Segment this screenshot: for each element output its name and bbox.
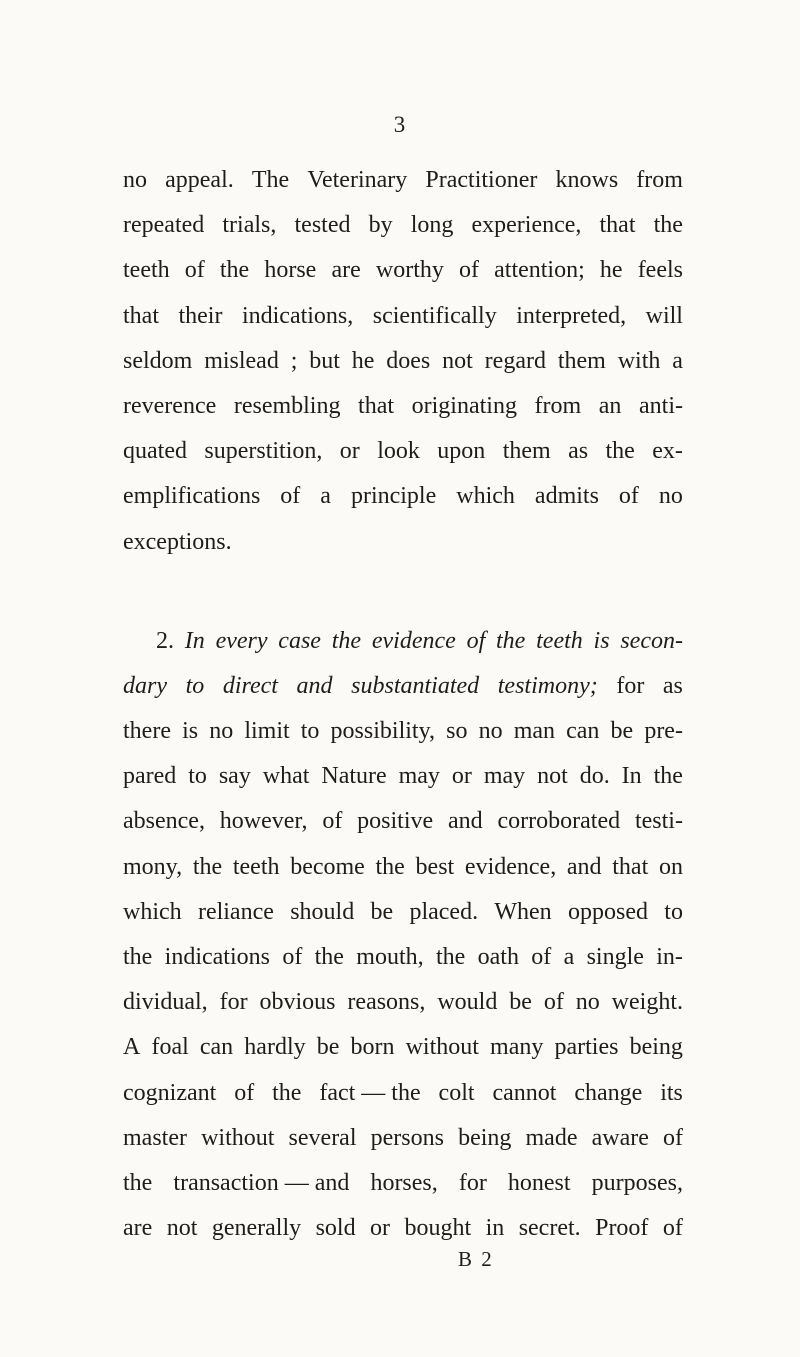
text-line [123, 799, 683, 844]
word: emplifications [123, 483, 261, 510]
word: feels [637, 257, 683, 284]
text-line [123, 845, 683, 890]
word: In [621, 763, 642, 790]
text-line [123, 158, 683, 203]
word: A [123, 1034, 141, 1061]
word: a [563, 944, 575, 970]
word: the [375, 853, 405, 880]
word: of [184, 257, 205, 284]
word: and [448, 808, 483, 835]
text-line [123, 1116, 683, 1161]
word: pared [123, 763, 177, 790]
word: positive [357, 808, 434, 835]
word: on [658, 853, 683, 880]
word: trials, [222, 212, 277, 239]
word: reliance [197, 898, 274, 925]
text-line [123, 1025, 683, 1070]
word: the [314, 944, 344, 970]
word: of [618, 483, 639, 510]
word: attention; [494, 257, 585, 284]
word: In [184, 627, 205, 654]
word: in- [656, 944, 683, 970]
page-number: 3 [393, 112, 407, 137]
word: mony, [123, 853, 183, 880]
word: no [575, 989, 600, 1016]
word: single [586, 944, 644, 970]
word: generally [211, 1215, 302, 1242]
word: no [658, 483, 683, 510]
word: would [437, 989, 498, 1016]
word: dary [123, 672, 167, 699]
word: to [300, 718, 320, 745]
word: an [598, 392, 622, 419]
word: are [331, 257, 361, 284]
word: are [123, 1215, 153, 1242]
word: being [458, 1124, 512, 1151]
word: be [316, 1034, 340, 1061]
word: interpreted, [516, 302, 627, 329]
word: purposes, [591, 1169, 683, 1196]
word: Veterinary [307, 167, 408, 193]
word: say [218, 763, 251, 790]
word: oath [477, 944, 519, 970]
word: that [123, 302, 159, 329]
word: bought [404, 1215, 472, 1242]
word: them [557, 347, 606, 374]
word: change [574, 1079, 643, 1106]
word: to [185, 672, 205, 699]
word: evidence, [464, 853, 557, 880]
word: their [178, 302, 223, 329]
word: direct [222, 672, 278, 699]
word: there [123, 718, 171, 745]
word: from [534, 392, 582, 419]
word: scientifically [372, 302, 497, 329]
word: honest [507, 1169, 571, 1196]
word: several [288, 1124, 357, 1151]
word: of [234, 1079, 255, 1106]
word: them [502, 438, 551, 465]
word: which [123, 898, 182, 925]
word: secret. [518, 1215, 581, 1242]
text-line [123, 980, 683, 1025]
word: its [660, 1079, 683, 1106]
word: exceptions. [123, 528, 232, 555]
word: anti- [639, 392, 683, 419]
word: teeth [536, 627, 583, 654]
text-line [123, 709, 683, 754]
word: as [662, 672, 683, 699]
text-line [123, 429, 683, 474]
word: to [188, 763, 207, 790]
word: cannot [492, 1079, 557, 1106]
word: without [405, 1034, 479, 1061]
word: the [653, 763, 683, 790]
word: look [377, 438, 420, 465]
word: long [410, 212, 454, 239]
word: does [386, 347, 431, 374]
word: is [593, 627, 610, 654]
word: the [435, 944, 466, 970]
word: he [351, 347, 375, 374]
word: obvious [259, 989, 336, 1016]
word: for [458, 1169, 487, 1196]
word: so [446, 718, 468, 745]
word: resembling [233, 392, 341, 419]
paragraph-1 [123, 158, 683, 565]
word: 2. [156, 627, 174, 654]
word: cognizant [123, 1079, 217, 1106]
word: every [215, 627, 268, 654]
word: many [490, 1034, 544, 1061]
word: repeated [123, 212, 205, 239]
word: knows [555, 167, 619, 193]
text-line [123, 294, 683, 339]
word: teeth [232, 853, 280, 880]
text-line [123, 384, 683, 429]
word: man [513, 718, 556, 745]
word: possibility, [330, 718, 436, 745]
word: sold [315, 1215, 356, 1242]
word: however, [219, 808, 308, 835]
word: for [219, 989, 248, 1016]
word: the [331, 627, 362, 654]
word: of [531, 944, 552, 970]
word: upon [437, 438, 486, 465]
word: ex- [652, 438, 683, 465]
word: as [568, 438, 589, 465]
word: no [123, 167, 147, 193]
body-text [123, 158, 683, 1251]
word: persons [370, 1124, 444, 1151]
word: best [415, 853, 455, 880]
word: principle [350, 483, 437, 510]
word: evidence [371, 627, 456, 654]
paragraph-2 [123, 619, 683, 1252]
word: the [192, 853, 223, 880]
word: of [466, 627, 486, 654]
word: teeth [123, 257, 170, 284]
word: Proof [595, 1215, 649, 1242]
word: aware [591, 1124, 649, 1151]
word: of [662, 1215, 683, 1242]
word: in [485, 1215, 505, 1242]
text-line [123, 1161, 683, 1206]
word: master [123, 1124, 187, 1151]
word: become [290, 853, 365, 880]
word: no [209, 718, 234, 745]
word: that [599, 212, 636, 239]
word: placed. [409, 898, 479, 925]
word: transaction — and [173, 1169, 350, 1196]
word: absence, [123, 808, 205, 835]
word: be [509, 989, 532, 1016]
text-line [123, 1206, 683, 1251]
word: that [612, 853, 649, 880]
word: made [525, 1124, 578, 1151]
word: case [278, 627, 321, 654]
word: indications, [241, 302, 354, 329]
text-line [123, 474, 683, 519]
text-line [123, 248, 683, 293]
word: not [166, 1215, 198, 1242]
word: Nature [321, 763, 387, 790]
word: that [358, 392, 395, 419]
text-line [123, 339, 683, 384]
word: appeal. [165, 167, 234, 193]
word: The [251, 167, 290, 193]
word: can [566, 718, 600, 745]
word: without [201, 1124, 275, 1151]
word: ; [290, 347, 298, 374]
text-line [123, 520, 683, 565]
word: tested [294, 212, 351, 239]
word: mislead [204, 347, 279, 374]
word: being [629, 1034, 683, 1061]
word: but [309, 347, 340, 374]
word: regard [484, 347, 546, 374]
word: the [123, 1169, 153, 1196]
word: testi- [634, 808, 683, 835]
word: reverence [123, 392, 217, 419]
text-line [123, 935, 683, 980]
word: or [370, 1215, 391, 1242]
word: to [664, 898, 683, 925]
word: which [456, 483, 515, 510]
word: reasons, [347, 989, 426, 1016]
word: experience, [471, 212, 582, 239]
word: he [599, 257, 623, 284]
word: not [537, 763, 568, 790]
word: of [322, 808, 343, 835]
word: and [566, 853, 602, 880]
word: hardly [244, 1034, 306, 1061]
word: of [543, 989, 564, 1016]
word: When [494, 898, 552, 925]
word: pre- [644, 718, 683, 745]
word: what [262, 763, 310, 790]
paragraph-spacer [123, 565, 683, 619]
word: opposed [567, 898, 648, 925]
text-line [123, 619, 683, 664]
word: should [290, 898, 355, 925]
word: the [605, 438, 635, 465]
word: the [496, 627, 526, 654]
word: no [478, 718, 503, 745]
word: not [442, 347, 473, 374]
word: superstition, [204, 438, 323, 465]
word: may [398, 763, 440, 790]
text-line [123, 754, 683, 799]
word: a [672, 347, 683, 374]
word: with [617, 347, 661, 374]
word: indications [164, 944, 270, 970]
word: horse [264, 257, 317, 284]
word: be [610, 718, 634, 745]
word: the [123, 944, 153, 970]
word: is [182, 718, 199, 745]
word: be [370, 898, 394, 925]
text-line [123, 203, 683, 248]
word: Practitioner [425, 167, 538, 193]
word: the [219, 257, 250, 284]
word: of [459, 257, 479, 284]
word: parties [554, 1034, 619, 1061]
word: can [199, 1034, 234, 1061]
word: limit [244, 718, 290, 745]
word: by [368, 212, 393, 239]
word: do. [579, 763, 610, 790]
word: testimony; [497, 672, 598, 699]
word: a [320, 483, 331, 510]
word: secon- [620, 627, 683, 654]
word: or [451, 763, 472, 790]
word: or [339, 438, 360, 465]
word: seldom [123, 347, 193, 374]
word: originating [411, 392, 517, 419]
word: admits [534, 483, 599, 510]
word: for [616, 672, 645, 699]
text-line [123, 1071, 683, 1116]
word: will [645, 302, 683, 329]
word: substantiated [351, 672, 480, 699]
word: born [350, 1034, 395, 1061]
word: and [296, 672, 333, 699]
signature-mark: B 2 [458, 1247, 494, 1271]
word: quated [123, 438, 187, 465]
word: horses, [370, 1169, 438, 1196]
word: colt [438, 1079, 475, 1106]
text-line [123, 890, 683, 935]
text-line [123, 664, 683, 709]
word: mouth, [356, 944, 424, 970]
word: the [272, 1079, 302, 1106]
word: may [483, 763, 526, 790]
word: of [662, 1124, 683, 1151]
word: corroborated [497, 808, 621, 835]
word: dividual, [123, 989, 208, 1016]
word: from [636, 167, 683, 193]
word: fact — the [319, 1079, 421, 1106]
word: worthy [375, 257, 444, 284]
word: of [280, 483, 301, 510]
word: foal [151, 1034, 189, 1061]
word: of [282, 944, 303, 970]
word: the [653, 212, 683, 239]
word: weight. [611, 989, 683, 1016]
